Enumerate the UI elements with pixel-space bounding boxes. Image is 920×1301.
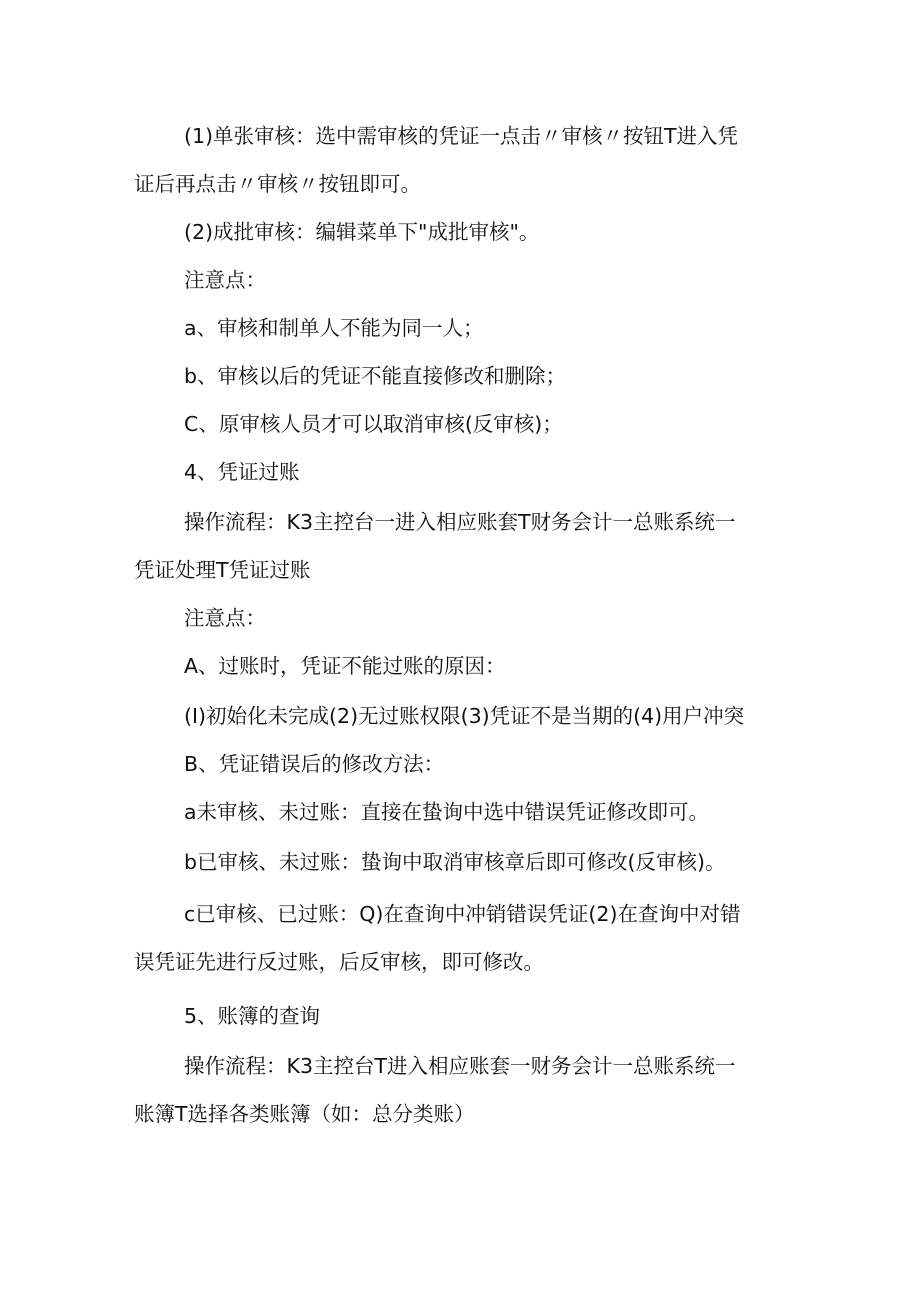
paragraph-note-B <box>134 752 796 776</box>
text-line: (2)成批审核：编辑菜单下"成批审核"。 <box>184 220 540 244</box>
text-line: 操作流程：K3主控台T进入相应账套一财务会计一总账系统一 <box>184 1054 736 1078</box>
text-line: c已审核、已过账：Q)在查询中冲销错误凭证(2)在查询中对错 <box>184 902 741 926</box>
paragraph-posting-reasons <box>134 704 796 728</box>
paragraph-note-a <box>134 316 796 340</box>
paragraph-single-review <box>134 124 796 196</box>
text-line: 凭证处理T凭证过账 <box>134 558 311 582</box>
paragraph-notes-heading-1 <box>134 268 796 292</box>
paragraph-notes-heading-2 <box>134 606 796 630</box>
section-heading-posting <box>134 460 796 484</box>
text-line: 证后再点击〃审核〃按钮即可。 <box>134 172 421 196</box>
paragraph-fix-c <box>134 902 796 974</box>
text-line: A、过账时，凭证不能过账的原因： <box>184 654 506 678</box>
paragraph-ledger-flow <box>134 1054 796 1126</box>
text-line: 注意点： <box>184 606 266 630</box>
paragraph-note-c <box>134 412 796 436</box>
text-line: 5、账簿的查询 <box>184 1004 321 1028</box>
section-heading-ledger-query <box>134 1004 796 1028</box>
text-line: (I)初始化未完成(2)无过账权限(3)凭证不是当期的(4)用户冲突 <box>184 704 745 728</box>
text-line: C、原审核人员才可以取消审核(反审核)； <box>184 412 563 436</box>
paragraph-note-A <box>134 654 796 678</box>
text-line: (1)单张审核：选中需审核的凭证一点击〃审核〃按钮T进入凭 <box>184 124 739 148</box>
text-line: 操作流程：K3主控台一进入相应账套T财务会计一总账系统一 <box>184 510 736 534</box>
paragraph-fix-b <box>134 850 796 874</box>
text-line: 账簿T选择各类账簿（如：总分类账） <box>134 1102 475 1126</box>
paragraph-note-b <box>134 364 796 388</box>
paragraph-posting-flow <box>134 510 796 582</box>
text-line: b、审核以后的凭证不能直接修改和删除； <box>184 364 567 388</box>
text-line: 4、凭证过账 <box>184 460 300 484</box>
text-line: 注意点： <box>184 268 266 292</box>
text-line: a、审核和制单人不能为同一人； <box>184 316 484 340</box>
text-line: a未审核、未过账：直接在蛰询中选中错误凭证修改即可。 <box>184 800 710 824</box>
paragraph-fix-a <box>134 800 796 824</box>
text-line: B、凭证错误后的修改方法： <box>184 752 445 776</box>
paragraph-batch-review <box>134 220 796 244</box>
text-line: 误凭证先进行反过账，后反审核，即可修改。 <box>134 950 544 974</box>
text-line: b已审核、未过账：蛰询中取消审核章后即可修改(反审核)。 <box>184 850 726 874</box>
